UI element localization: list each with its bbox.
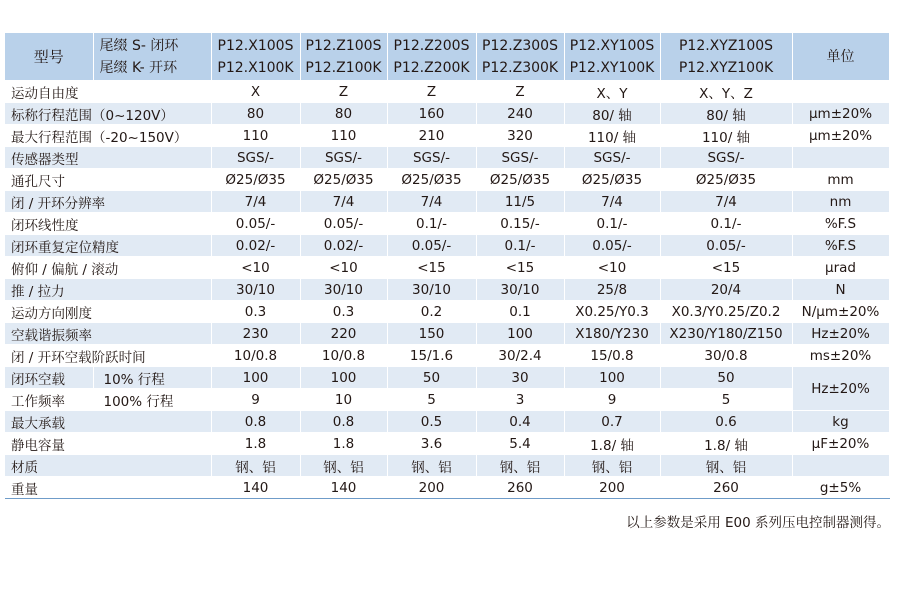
value-cell: 80 — [300, 103, 387, 125]
table-row — [5, 169, 889, 191]
unit-cell: %F.S — [792, 213, 889, 235]
table-row — [5, 235, 889, 257]
value-cell: 钢、铝 — [660, 455, 792, 477]
value-cell: 30 — [476, 367, 564, 389]
table-row — [5, 301, 889, 323]
table-row — [5, 257, 889, 279]
table-row — [5, 279, 889, 301]
value-cell: 0.05/- — [300, 213, 387, 235]
unit-cell: N/μm±20% — [792, 301, 889, 323]
value-cell: X0.25/Y0.3 — [564, 301, 660, 323]
value-cell: 0.3 — [300, 301, 387, 323]
value-cell: 钢、铝 — [564, 455, 660, 477]
value-cell: 0.05/- — [660, 235, 792, 257]
value-cell: 0.8 — [300, 411, 387, 433]
model-k-name: P12.Z300K — [481, 59, 559, 76]
value-cell: 30/10 — [476, 279, 564, 301]
value-cell: 0.1/- — [564, 213, 660, 235]
value-cell: 50 — [660, 367, 792, 389]
value-cell: 30/10 — [211, 279, 300, 301]
table-row — [5, 389, 889, 411]
value-cell: 320 — [476, 125, 564, 147]
value-cell: 7/4 — [211, 191, 300, 213]
unit-cell: mm — [792, 169, 889, 191]
value-cell: 0.1/- — [387, 213, 476, 235]
model-s-name: P12.XY100S — [569, 37, 655, 54]
value-cell: <15 — [476, 257, 564, 279]
value-cell: 0.5 — [387, 411, 476, 433]
unit-cell: ms±20% — [792, 345, 889, 367]
value-cell: Ø25/Ø35 — [300, 169, 387, 191]
suffix-s-label: 尾缀 S- 闭环 — [99, 37, 179, 54]
value-cell: Ø25/Ø35 — [387, 169, 476, 191]
spec-table — [5, 33, 890, 499]
value-cell: 10/0.8 — [211, 345, 300, 367]
value-cell: Ø25/Ø35 — [564, 169, 660, 191]
value-cell: Ø25/Ø35 — [476, 169, 564, 191]
model-header-z200 — [387, 33, 476, 81]
value-cell: 30/10 — [387, 279, 476, 301]
unit-cell: Hz±20% — [792, 367, 889, 411]
value-cell: 0.8 — [211, 411, 300, 433]
footnote: 以上参数是采用 E00 系列压电控制器测得。 — [626, 515, 890, 531]
value-cell: 1.8/ 轴 — [660, 433, 792, 455]
row-label: 最大承载 — [5, 411, 211, 433]
unit-cell: Hz±20% — [792, 323, 889, 345]
row-label: 闭 / 开环分辨率 — [5, 191, 211, 213]
unit-cell: nm — [792, 191, 889, 213]
value-cell: 210 — [387, 125, 476, 147]
value-cell: 30/0.8 — [660, 345, 792, 367]
value-cell: <15 — [387, 257, 476, 279]
value-cell: 7/4 — [564, 191, 660, 213]
value-cell: <10 — [300, 257, 387, 279]
unit-cell: μrad — [792, 257, 889, 279]
value-cell: 140 — [211, 477, 300, 499]
value-cell: Z — [476, 81, 564, 103]
row-label: 运动方向刚度 — [5, 301, 211, 323]
row-label: 闭 / 开环空载阶跃时间 — [5, 345, 211, 367]
value-cell: X、Y — [564, 81, 660, 103]
value-cell: 3.6 — [387, 433, 476, 455]
value-cell: 0.1 — [476, 301, 564, 323]
unit-cell: %F.S — [792, 235, 889, 257]
value-cell: X — [211, 81, 300, 103]
model-s-name: P12.XYZ100S — [678, 37, 774, 54]
value-cell: Ø25/Ø35 — [211, 169, 300, 191]
value-cell: 钢、铝 — [387, 455, 476, 477]
spec-body — [5, 81, 889, 499]
value-cell: 7/4 — [660, 191, 792, 213]
model-s-name: P12.Z300S — [482, 37, 558, 54]
value-cell: 25/8 — [564, 279, 660, 301]
header-model-label: 型号 — [5, 33, 93, 81]
model-k-name: P12.X100K — [217, 59, 294, 76]
suffix-k-label: 尾缀 K- 开环 — [99, 59, 178, 76]
model-s-name: P12.Z100S — [305, 37, 382, 54]
value-cell: 0.02/- — [300, 235, 387, 257]
value-cell: 7/4 — [300, 191, 387, 213]
value-cell: 5 — [387, 389, 476, 411]
value-cell: 9 — [211, 389, 300, 411]
row-label: 最大行程范围（-20~150V） — [5, 125, 211, 147]
value-cell: 钢、铝 — [211, 455, 300, 477]
value-cell: SGS/- — [211, 147, 300, 169]
model-header-xy100 — [564, 33, 660, 81]
value-cell: 1.8 — [300, 433, 387, 455]
table-row — [5, 455, 889, 477]
header-row — [5, 33, 889, 81]
value-cell: 220 — [300, 323, 387, 345]
value-cell: 5.4 — [476, 433, 564, 455]
table-row — [5, 411, 889, 433]
value-cell: 80/ 轴 — [564, 103, 660, 125]
model-header-x100 — [211, 33, 300, 81]
sub-label-10: 10% 行程 — [93, 367, 211, 389]
unit-cell: μm±20% — [792, 103, 889, 125]
model-k-name: P12.XYZ100K — [678, 59, 774, 76]
value-cell: 110/ 轴 — [564, 125, 660, 147]
sub-label-100: 100% 行程 — [93, 389, 211, 411]
value-cell: 10/0.8 — [300, 345, 387, 367]
value-cell: <10 — [211, 257, 300, 279]
value-cell: 0.7 — [564, 411, 660, 433]
value-cell: Z — [300, 81, 387, 103]
header-suffix-cell — [93, 33, 211, 81]
value-cell: SGS/- — [300, 147, 387, 169]
value-cell: 0.15/- — [476, 213, 564, 235]
value-cell: 0.1/- — [476, 235, 564, 257]
value-cell: 0.2 — [387, 301, 476, 323]
value-cell: X180/Y230 — [564, 323, 660, 345]
value-cell: 150 — [387, 323, 476, 345]
value-cell: SGS/- — [564, 147, 660, 169]
row-label: 标称行程范围（0~120V） — [5, 103, 211, 125]
row-label: 运动自由度 — [5, 81, 211, 103]
model-s-name: P12.Z200S — [393, 37, 470, 54]
row-label: 重量 — [5, 477, 211, 499]
table-row — [5, 147, 889, 169]
value-cell: 30/2.4 — [476, 345, 564, 367]
value-cell: 15/1.6 — [387, 345, 476, 367]
table-row — [5, 367, 889, 389]
value-cell: 0.05/- — [564, 235, 660, 257]
value-cell: Ø25/Ø35 — [660, 169, 792, 191]
value-cell: 110 — [300, 125, 387, 147]
value-cell: Z — [387, 81, 476, 103]
unit-cell: g±5% — [792, 477, 889, 499]
value-cell: X0.3/Y0.25/Z0.2 — [660, 301, 792, 323]
value-cell: X230/Y180/Z150 — [660, 323, 792, 345]
value-cell: 0.4 — [476, 411, 564, 433]
model-k-name: P12.XY100K — [569, 59, 655, 76]
unit-cell: μF±20% — [792, 433, 889, 455]
model-k-name: P12.Z100K — [305, 59, 382, 76]
value-cell: 0.05/- — [387, 235, 476, 257]
value-cell: 1.8/ 轴 — [564, 433, 660, 455]
value-cell: 80 — [211, 103, 300, 125]
value-cell: 100 — [476, 323, 564, 345]
table-row — [5, 125, 889, 147]
value-cell: 钢、铝 — [300, 455, 387, 477]
header-unit-label: 单位 — [792, 33, 889, 81]
row-label: 空载谐振频率 — [5, 323, 211, 345]
unit-cell: N — [792, 279, 889, 301]
value-cell: 200 — [387, 477, 476, 499]
value-cell: 0.05/- — [211, 213, 300, 235]
value-cell: 15/0.8 — [564, 345, 660, 367]
unit-cell — [792, 147, 889, 169]
value-cell: 钢、铝 — [476, 455, 564, 477]
row-label: 闭环线性度 — [5, 213, 211, 235]
value-cell: 0.02/- — [211, 235, 300, 257]
model-k-name: P12.Z200K — [393, 59, 470, 76]
row-label: 通孔尺寸 — [5, 169, 211, 191]
value-cell: 5 — [660, 389, 792, 411]
model-s-name: P12.X100S — [217, 37, 294, 54]
value-cell: 100 — [564, 367, 660, 389]
value-cell: 260 — [660, 477, 792, 499]
value-cell: 20/4 — [660, 279, 792, 301]
value-cell: 30/10 — [300, 279, 387, 301]
value-cell: <10 — [564, 257, 660, 279]
value-cell: 0.1/- — [660, 213, 792, 235]
row-label: 材质 — [5, 455, 211, 477]
unit-cell: μm±20% — [792, 125, 889, 147]
row-label: 闭环重复定位精度 — [5, 235, 211, 257]
value-cell: 110 — [211, 125, 300, 147]
value-cell: <15 — [660, 257, 792, 279]
row-label: 传感器类型 — [5, 147, 211, 169]
value-cell: 9 — [564, 389, 660, 411]
table-row — [5, 345, 889, 367]
value-cell: 160 — [387, 103, 476, 125]
table-row — [5, 213, 889, 235]
table-row — [5, 433, 889, 455]
value-cell: 50 — [387, 367, 476, 389]
unit-cell: kg — [792, 411, 889, 433]
table-row — [5, 323, 889, 345]
value-cell: 0.6 — [660, 411, 792, 433]
value-cell: X、Y、Z — [660, 81, 792, 103]
value-cell: 11/5 — [476, 191, 564, 213]
row-label: 静电容量 — [5, 433, 211, 455]
row-label: 俯仰 / 偏航 / 滚动 — [5, 257, 211, 279]
value-cell: 3 — [476, 389, 564, 411]
unit-cell — [792, 81, 889, 103]
table-row — [5, 477, 889, 499]
table-row — [5, 81, 889, 103]
row-label: 闭环空载 — [5, 367, 93, 389]
value-cell: SGS/- — [387, 147, 476, 169]
unit-cell — [792, 455, 889, 477]
value-cell: 10 — [300, 389, 387, 411]
value-cell: 100 — [211, 367, 300, 389]
model-header-z100 — [300, 33, 387, 81]
value-cell: 7/4 — [387, 191, 476, 213]
value-cell: 0.3 — [211, 301, 300, 323]
table-row — [5, 103, 889, 125]
row-label: 工作频率 — [5, 389, 93, 411]
value-cell: 230 — [211, 323, 300, 345]
value-cell: 80/ 轴 — [660, 103, 792, 125]
value-cell: 140 — [300, 477, 387, 499]
table-row — [5, 191, 889, 213]
value-cell: 110/ 轴 — [660, 125, 792, 147]
model-header-z300 — [476, 33, 564, 81]
value-cell: 100 — [300, 367, 387, 389]
value-cell: 240 — [476, 103, 564, 125]
model-header-xyz100 — [660, 33, 792, 81]
value-cell: SGS/- — [660, 147, 792, 169]
value-cell: 1.8 — [211, 433, 300, 455]
value-cell: SGS/- — [476, 147, 564, 169]
value-cell: 260 — [476, 477, 564, 499]
value-cell: 200 — [564, 477, 660, 499]
row-label: 推 / 拉力 — [5, 279, 211, 301]
